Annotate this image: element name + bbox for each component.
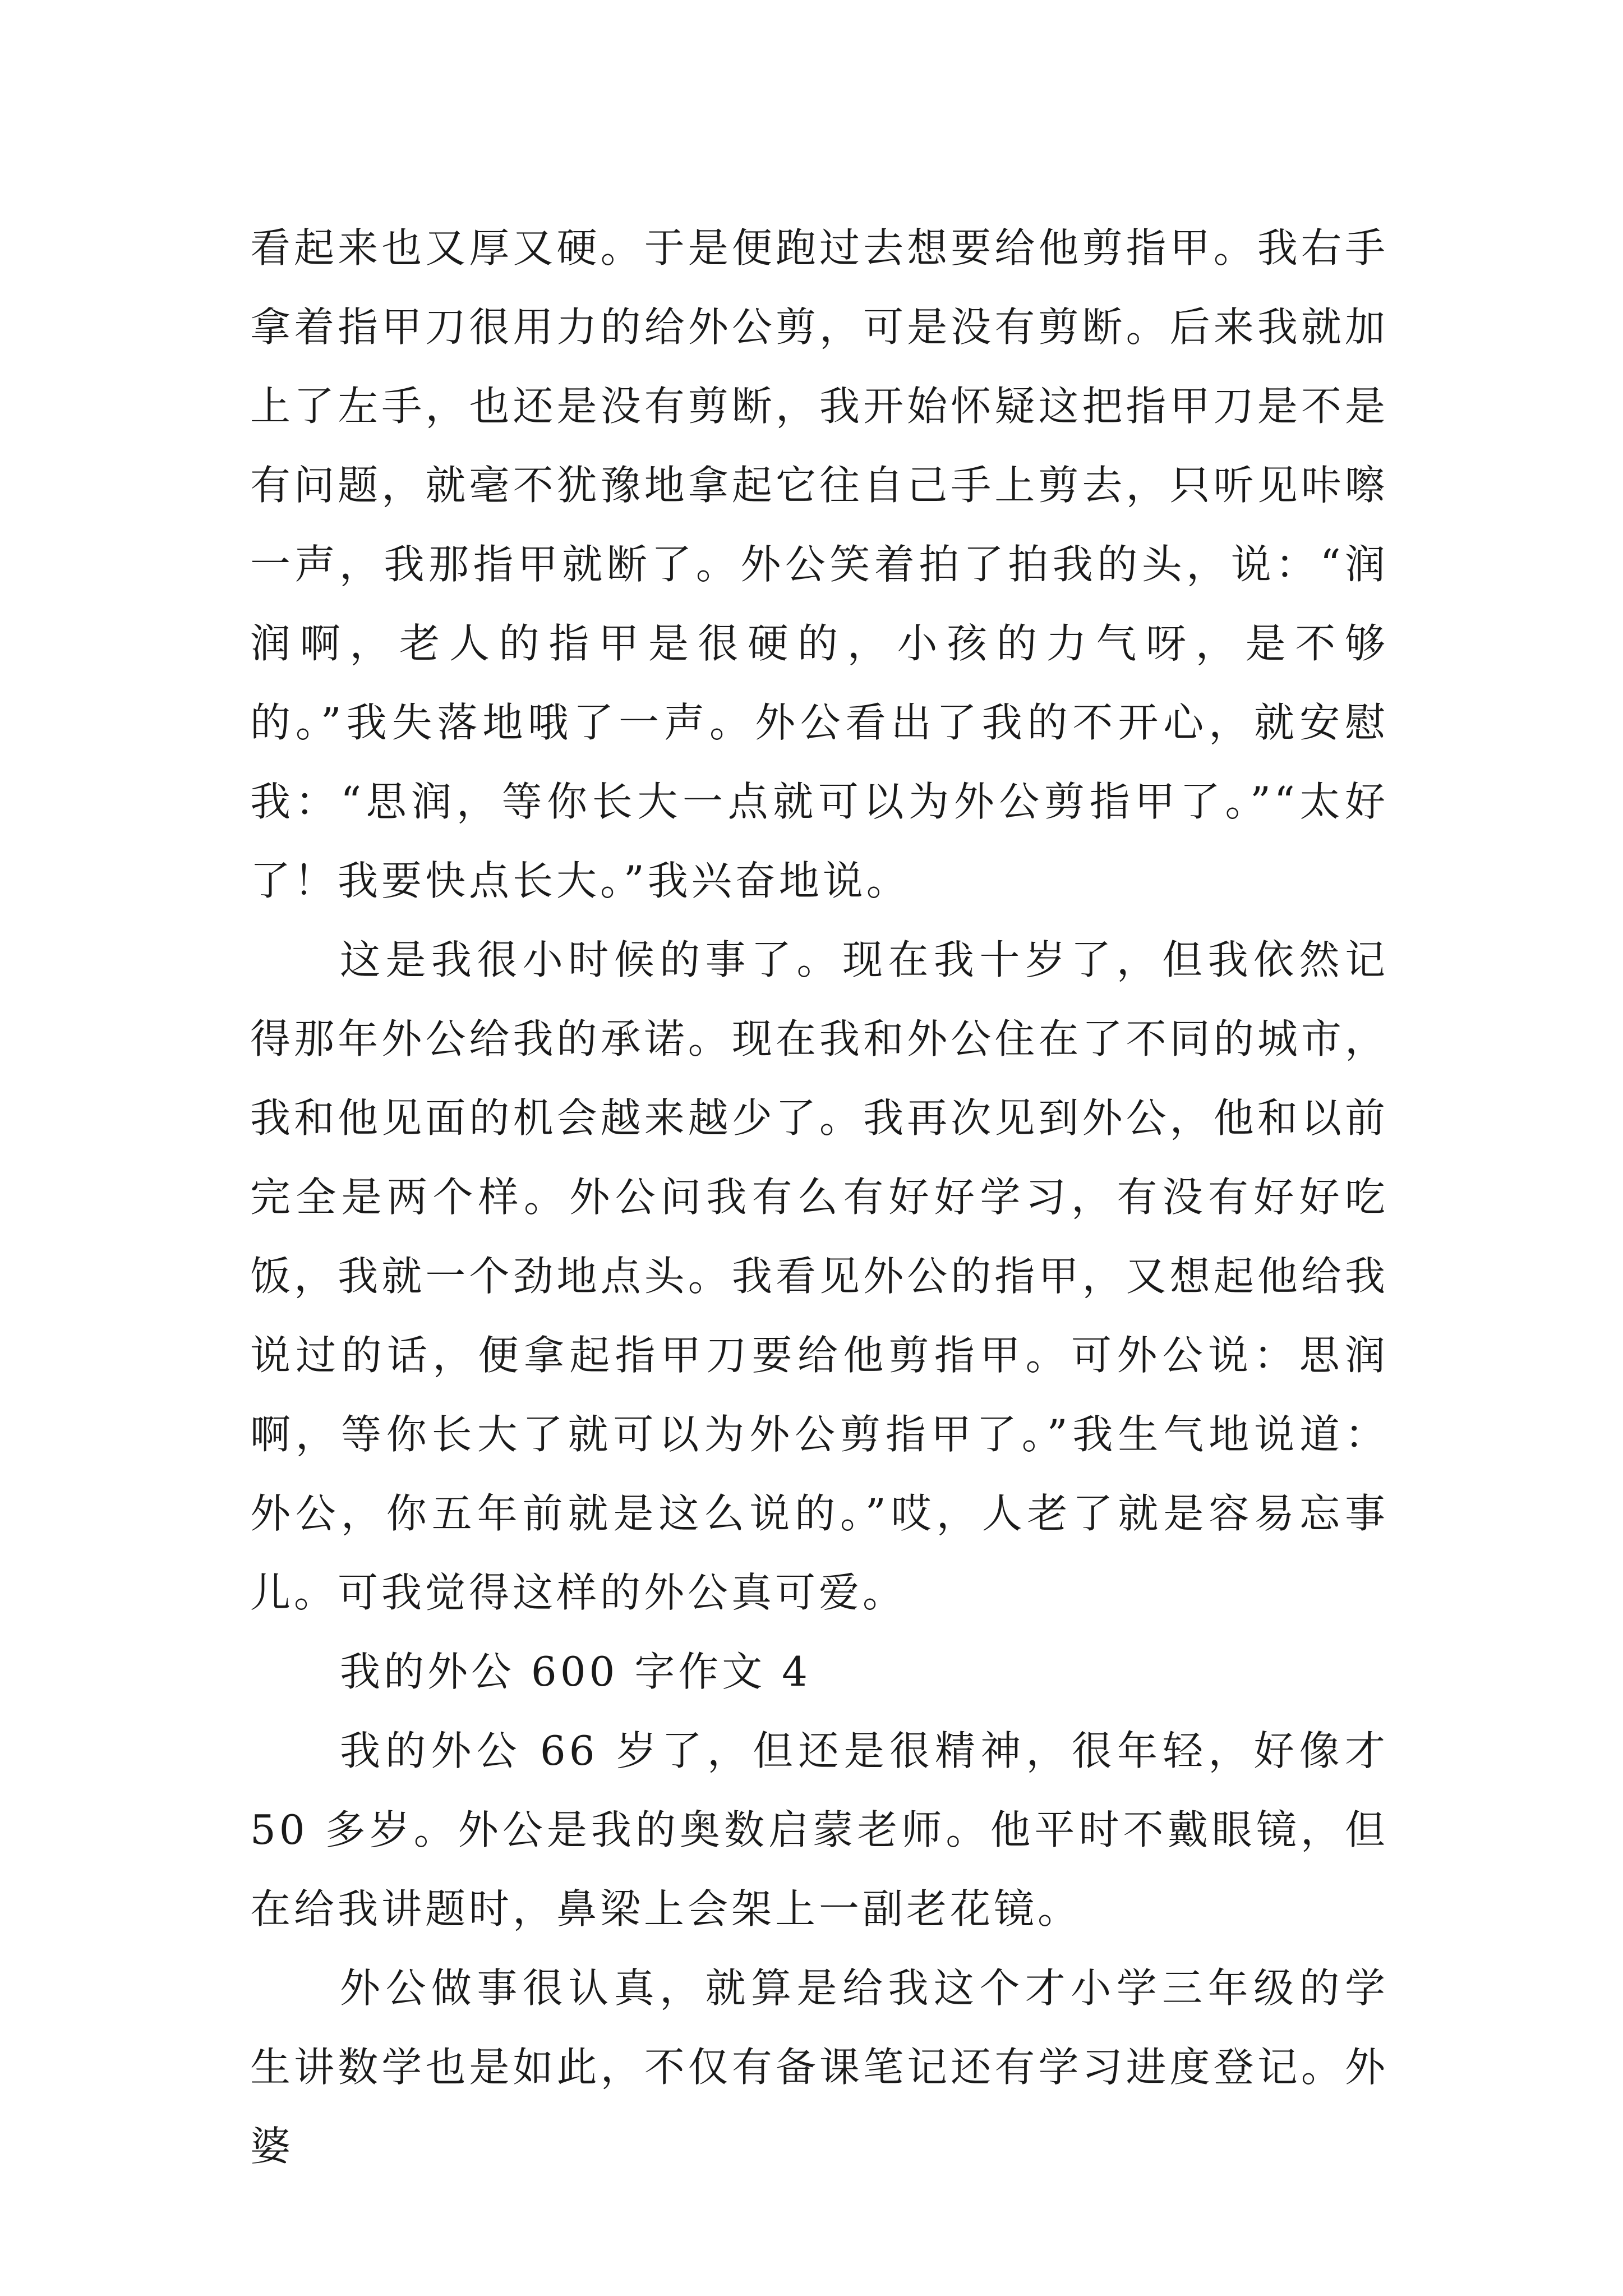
paragraph-memory: 这是我很小时候的事了。现在我十岁了，但我依然记得那年外公给我的承诺。现在我和外公住在了不同的城市，我和他见面的机会越来越少了。我再次见到外公，他和以前完全是两个样。外公问我有么有好好学习，有没有好好吃饭，我就一个劲地点头。我看见外公的指甲，又想起他给我说过的话，便拿起指甲刀要给他剪指甲。可外公说：思润啊，等你长大了就可以为外公剪指甲了。”我生气地说道：外公，你五年前就是这么说的。”哎，人老了就是容易忘事儿。可我觉得这样的外公真可爱。 bbox=[250, 936, 1389, 1616]
paragraph-grandpa-teaching: 外公做事很认真，就算是给我这个才小学三年级的学生讲数学也是如此，不仅有备课笔记还有学习进度登记。外婆 bbox=[250, 1964, 1389, 2170]
paragraph-grandpa-intro: 我的外公 66 岁了，但还是很精神，很年轻，好像才 50 多岁。外公是我的奥数启蒙老师。他平时不戴眼镜，但在给我讲题时，鼻梁上会架上一副老花镜。 bbox=[250, 1727, 1389, 1932]
section-heading: 我的外公 600 字作文 4 bbox=[340, 1648, 811, 1695]
paragraph-continuation: 看起来也又厚又硬。于是便跑过去想要给他剪指甲。我右手拿着指甲刀很用力的给外公剪，可是没有剪断。后来我就加上了左手，也还是没有剪断，我开始怀疑这把指甲刀是不是有问题，就毫不犹豫地拿起它往自己手上剪去，只听见咔嚓一声，我那指甲就断了。外公笑着拍了拍我的头，说：“润润啊，老人的指甲是很硬的，小孩的力气呀，是不够的。”我失落地哦了一声。外公看出了我的不开心，就安慰我：“思润，等你长大一点就可以为外公剪指甲了。”“太好了！我要快点长大。”我兴奋地说。 bbox=[250, 224, 1389, 904]
document-body bbox=[250, 209, 1389, 2186]
